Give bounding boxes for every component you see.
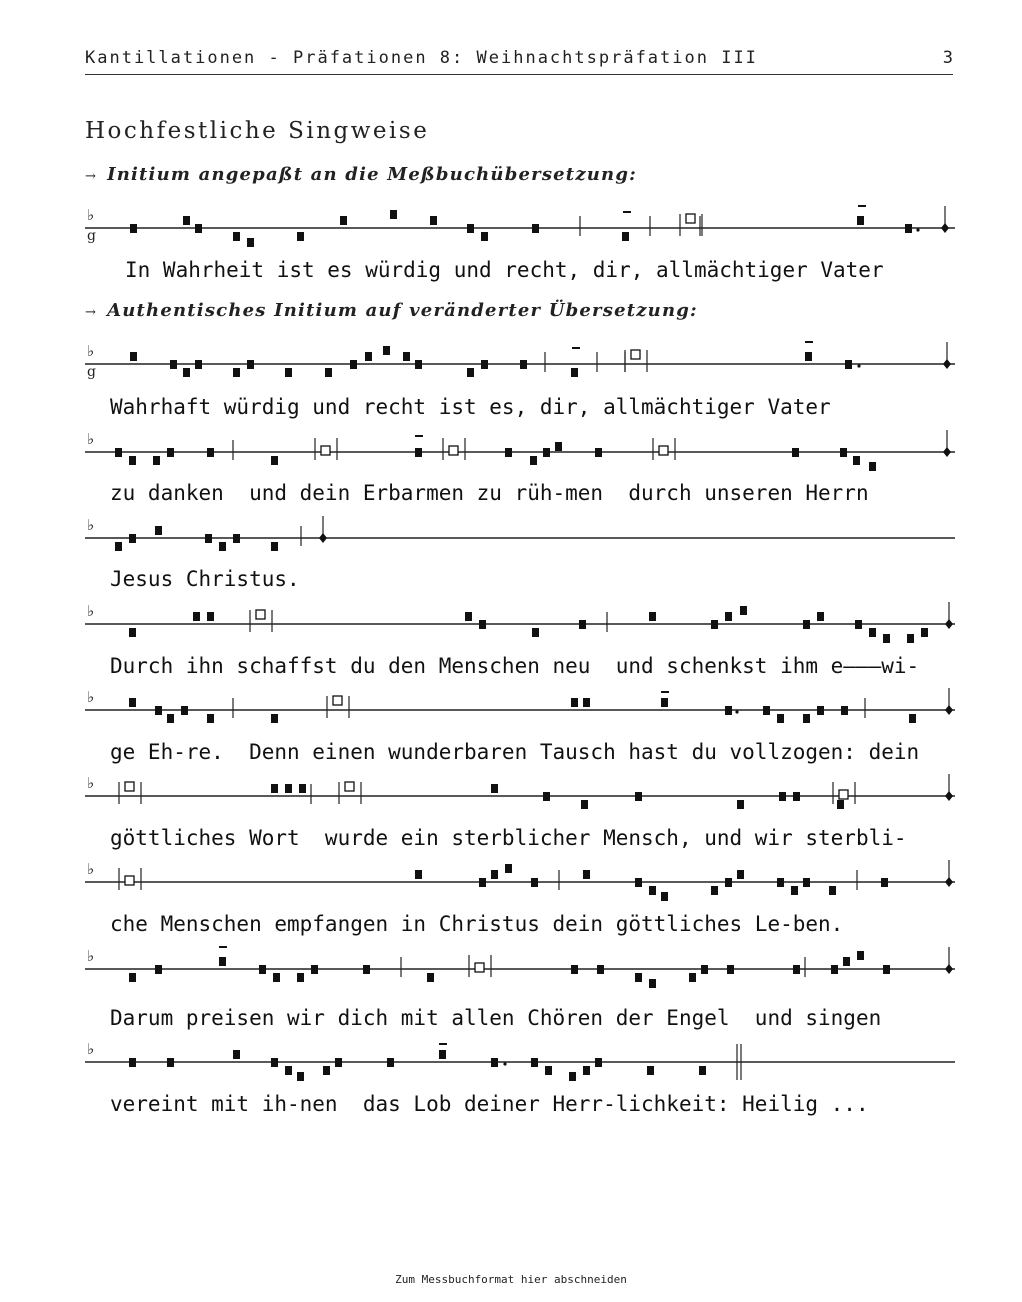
neume <box>297 1072 304 1081</box>
neume <box>467 368 474 377</box>
neume <box>167 1058 174 1067</box>
neume <box>285 1066 292 1075</box>
svg-text:♭: ♭ <box>87 860 95 878</box>
neume <box>479 878 486 887</box>
lyric-line: In Wahrheit ist es würdig und recht, dir, allmächtiger Vater <box>125 258 884 282</box>
neume <box>467 224 474 233</box>
lyric-line: vereint mit ih-nen das Lob deiner Herr-lichkeit: Heilig ... <box>110 1092 869 1116</box>
neume <box>207 714 214 723</box>
arrow-icon: → <box>85 169 98 184</box>
neume <box>853 456 860 465</box>
page-number: 3 <box>942 48 953 68</box>
neume <box>740 606 747 615</box>
neume <box>530 456 537 465</box>
neume <box>491 870 498 879</box>
neume <box>247 360 254 369</box>
lyric-line: Darum preisen wir dich mit allen Chören der Engel und singen <box>110 1006 882 1030</box>
neume <box>271 1058 278 1067</box>
neume <box>155 526 162 535</box>
header-title: Kantillationen - Präfationen 8: Weihnachtspräfation III <box>85 48 758 68</box>
neume <box>383 346 390 355</box>
neume <box>439 1050 446 1059</box>
neume <box>791 886 798 895</box>
neume <box>153 456 160 465</box>
neume <box>647 1066 654 1075</box>
variant-heading-text: Initium angepaßt an die Meßbuchübersetzung: <box>107 164 637 185</box>
lyric-line: Jesus Christus. <box>110 567 300 591</box>
chant-staff <box>85 1040 955 1080</box>
neume <box>532 224 539 233</box>
neume <box>170 360 177 369</box>
variant-heading-1 <box>85 164 637 185</box>
neume <box>430 216 437 225</box>
neume <box>532 628 539 637</box>
neume <box>219 542 226 551</box>
neume <box>595 1058 602 1067</box>
neume <box>803 620 810 629</box>
neume <box>247 238 254 247</box>
neume <box>183 216 190 225</box>
neume <box>531 1058 538 1067</box>
lyric-line: zu danken und dein Erbarmen zu rüh-men durch unseren Herrn <box>110 481 869 505</box>
neume <box>737 870 744 879</box>
svg-text:♭: ♭ <box>87 1040 95 1058</box>
neume <box>129 456 136 465</box>
neume <box>195 360 202 369</box>
neume <box>233 368 240 377</box>
neume <box>129 1058 136 1067</box>
neume <box>635 973 642 982</box>
neume <box>583 698 590 707</box>
chant-staff <box>85 774 955 814</box>
neume <box>545 1066 552 1075</box>
svg-text:♭: ♭ <box>87 206 95 224</box>
neume <box>571 698 578 707</box>
neume <box>831 965 838 974</box>
neume <box>427 973 434 982</box>
neume <box>579 620 586 629</box>
neume <box>520 360 527 369</box>
neume <box>233 534 240 543</box>
neume <box>207 448 214 457</box>
neume <box>299 784 306 793</box>
chant-staff <box>85 688 955 728</box>
neume <box>340 216 347 225</box>
neume <box>840 448 847 457</box>
neume <box>583 870 590 879</box>
variant-heading-text: Authentisches Initium auf veränderter Übersetzung: <box>107 300 698 321</box>
neume <box>233 1050 240 1059</box>
neume <box>167 448 174 457</box>
neume <box>883 965 890 974</box>
neume <box>531 878 538 887</box>
neume <box>271 784 278 793</box>
neume <box>711 620 718 629</box>
neume <box>183 368 190 377</box>
neume <box>649 612 656 621</box>
neume <box>323 1066 330 1075</box>
neume <box>727 965 734 974</box>
neume <box>233 232 240 241</box>
chant-staff <box>85 602 955 642</box>
neume <box>271 542 278 551</box>
neume <box>725 612 732 621</box>
neume <box>661 892 668 901</box>
neume <box>115 448 122 457</box>
neume <box>689 973 696 982</box>
neume <box>829 886 836 895</box>
neume <box>129 973 136 982</box>
neume <box>763 706 770 715</box>
svg-text:♭: ♭ <box>87 947 95 965</box>
neume <box>363 965 370 974</box>
neume <box>543 448 550 457</box>
svg-text:♭: ♭ <box>87 342 95 360</box>
neume <box>365 352 372 361</box>
neume <box>779 792 786 801</box>
neume <box>595 448 602 457</box>
neume <box>155 706 162 715</box>
neume <box>491 784 498 793</box>
neume <box>167 714 174 723</box>
neume <box>725 706 732 715</box>
neume <box>259 965 266 974</box>
neume <box>907 634 914 643</box>
neume <box>335 1058 342 1067</box>
svg-text:g: g <box>87 228 96 244</box>
neume <box>465 612 472 621</box>
neume <box>649 979 656 988</box>
svg-text:g: g <box>87 364 96 380</box>
neume <box>571 965 578 974</box>
neume <box>725 878 732 887</box>
neume <box>129 698 136 707</box>
neume <box>597 965 604 974</box>
neume <box>857 951 864 960</box>
neume <box>817 706 824 715</box>
arrow-icon: → <box>85 305 98 320</box>
neume <box>635 792 642 801</box>
neume <box>285 368 292 377</box>
neume <box>505 864 512 873</box>
lyric-line: Wahrhaft würdig und recht ist es, dir, allmächtiger Vater <box>110 395 831 419</box>
neume <box>581 800 588 809</box>
neume <box>193 612 200 621</box>
neume <box>699 1066 706 1075</box>
chant-staff <box>85 430 955 470</box>
neume <box>803 878 810 887</box>
neume <box>207 612 214 621</box>
svg-text:♭: ♭ <box>87 774 95 792</box>
lyric-line: göttliches Wort wurde ein sterblicher Mensch, und wir sterbli- <box>110 826 907 850</box>
neume <box>571 368 578 377</box>
neume <box>481 360 488 369</box>
neume <box>155 965 162 974</box>
neume <box>505 448 512 457</box>
neume <box>311 965 318 974</box>
neume <box>569 1072 576 1081</box>
cut-line-note: Zum Messbuchformat hier abschneiden <box>395 1273 627 1286</box>
neume <box>415 870 422 879</box>
neume <box>701 965 708 974</box>
neume <box>219 957 226 966</box>
running-header <box>85 48 953 75</box>
neume <box>921 628 928 637</box>
neume <box>285 784 292 793</box>
neume <box>909 714 916 723</box>
neume <box>130 224 137 233</box>
variant-heading-2 <box>85 300 698 321</box>
neume <box>273 973 280 982</box>
neume <box>181 706 188 715</box>
chant-staff <box>85 206 955 246</box>
neume <box>479 620 486 629</box>
neume <box>841 706 848 715</box>
neume <box>777 714 784 723</box>
neume <box>843 957 850 966</box>
chant-staff <box>85 342 955 382</box>
neume <box>869 462 876 471</box>
neume <box>115 542 122 551</box>
neume <box>793 965 800 974</box>
neume <box>661 698 668 707</box>
neume <box>387 1058 394 1067</box>
neume <box>583 1066 590 1075</box>
neume <box>817 612 824 621</box>
neume <box>297 232 304 241</box>
neume <box>491 1058 498 1067</box>
neume <box>555 442 562 451</box>
neume <box>129 628 136 637</box>
chant-staff <box>85 516 955 556</box>
neume <box>350 360 357 369</box>
neume <box>415 448 422 457</box>
svg-text:♭: ♭ <box>87 602 95 620</box>
neume <box>635 878 642 887</box>
neume <box>481 232 488 241</box>
chant-staff <box>85 947 955 987</box>
neume <box>737 800 744 809</box>
neume <box>649 886 656 895</box>
neume <box>271 714 278 723</box>
neume <box>195 224 202 233</box>
neume <box>205 534 212 543</box>
neume <box>543 792 550 801</box>
neume <box>855 620 862 629</box>
neume <box>883 634 890 643</box>
neume <box>837 800 844 809</box>
neume <box>869 628 876 637</box>
neume <box>777 878 784 887</box>
neume <box>130 352 137 361</box>
lyric-line: ge Eh-re. Denn einen wunderbaren Tausch hast du vollzogen: dein <box>110 740 920 764</box>
lyric-line: che Menschen empfangen in Christus dein göttliches Le-ben. <box>110 912 844 936</box>
neume <box>403 352 410 361</box>
neume <box>390 210 397 219</box>
svg-text:♭: ♭ <box>87 516 95 534</box>
neume <box>325 368 332 377</box>
neume <box>271 456 278 465</box>
neume <box>297 973 304 982</box>
svg-text:♭: ♭ <box>87 688 95 706</box>
neume <box>792 448 799 457</box>
lyric-line: Durch ihn schaffst du den Menschen neu und schenkst ihm e———wi- <box>110 654 920 678</box>
neume <box>711 886 718 895</box>
neume <box>415 360 422 369</box>
neume <box>803 714 810 723</box>
neume <box>622 232 629 241</box>
neume <box>793 792 800 801</box>
chant-staff <box>85 860 955 900</box>
neume <box>129 534 136 543</box>
svg-text:♭: ♭ <box>87 430 95 448</box>
section-title: Hochfestliche Singweise <box>85 118 430 144</box>
